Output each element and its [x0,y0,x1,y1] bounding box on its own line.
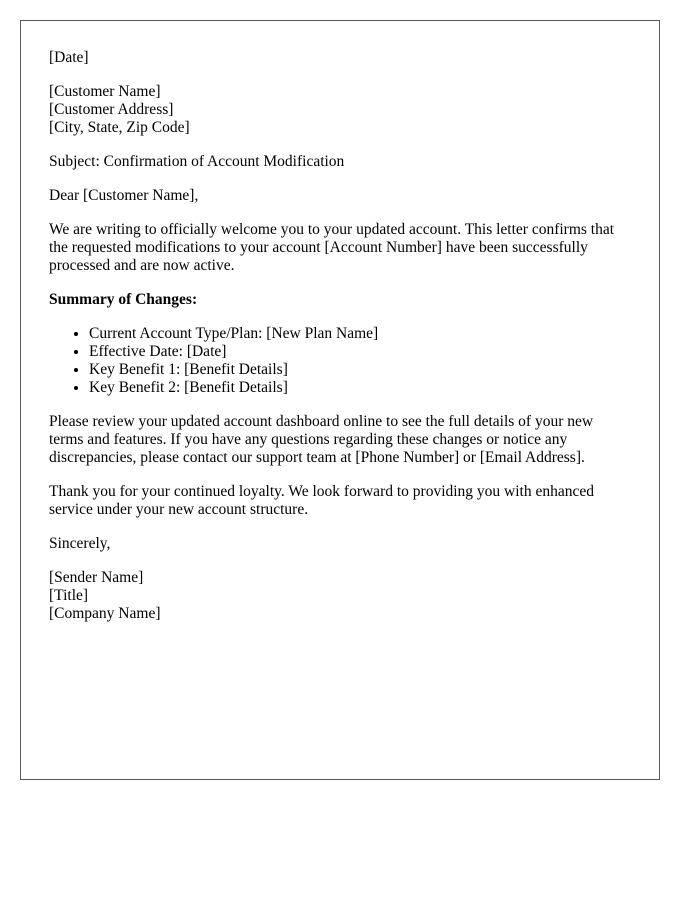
summary-item-benefit-2: • Key Benefit 2: [Benefit Details] [89,379,631,397]
summary-list [49,325,631,397]
summary-item-benefit-1: • Key Benefit 1: [Benefit Details] [89,361,631,379]
sender-name: [Sender Name] [49,569,144,586]
recipient-city-state-zip: [City, State, Zip Code] [49,119,190,136]
sender-signature-block [49,569,631,623]
thanks-paragraph: Thank you for your continued loyalty. We look forward to providing you with enhanced service under your new account structure. [49,483,595,518]
sender-company: [Company Name] [49,605,161,622]
salutation: Dear [Customer Name], [49,187,199,204]
recipient-address-block [49,83,631,137]
recipient-name: [Customer Name] [49,83,161,100]
sender-title: [Title] [49,587,89,604]
summary-item-plan: • Current Account Type/Plan: [New Plan Name] [89,325,631,343]
summary-heading: Summary of Changes: [49,291,198,308]
letter-date-block [49,49,631,67]
letter-page [20,20,660,780]
summary-item-effective-date: • Effective Date: [Date] [89,343,631,361]
closing: Sincerely, [49,535,111,552]
letter-date: [Date] [49,49,89,66]
review-paragraph: Please review your updated account dashboard online to see the full details of your new terms and features. If you have any questions regarding these changes or notice any discrepancies, please contact our support team at [Phone Number] or [Email Address]. [49,413,594,466]
intro-paragraph: We are writing to officially welcome you to your updated account. This letter confirms that the requested modifications to your account [Account Number] have been successfully processed and are now active. [49,221,615,274]
recipient-address: [Customer Address] [49,101,174,118]
subject-line: Subject: Confirmation of Account Modification [49,153,345,170]
